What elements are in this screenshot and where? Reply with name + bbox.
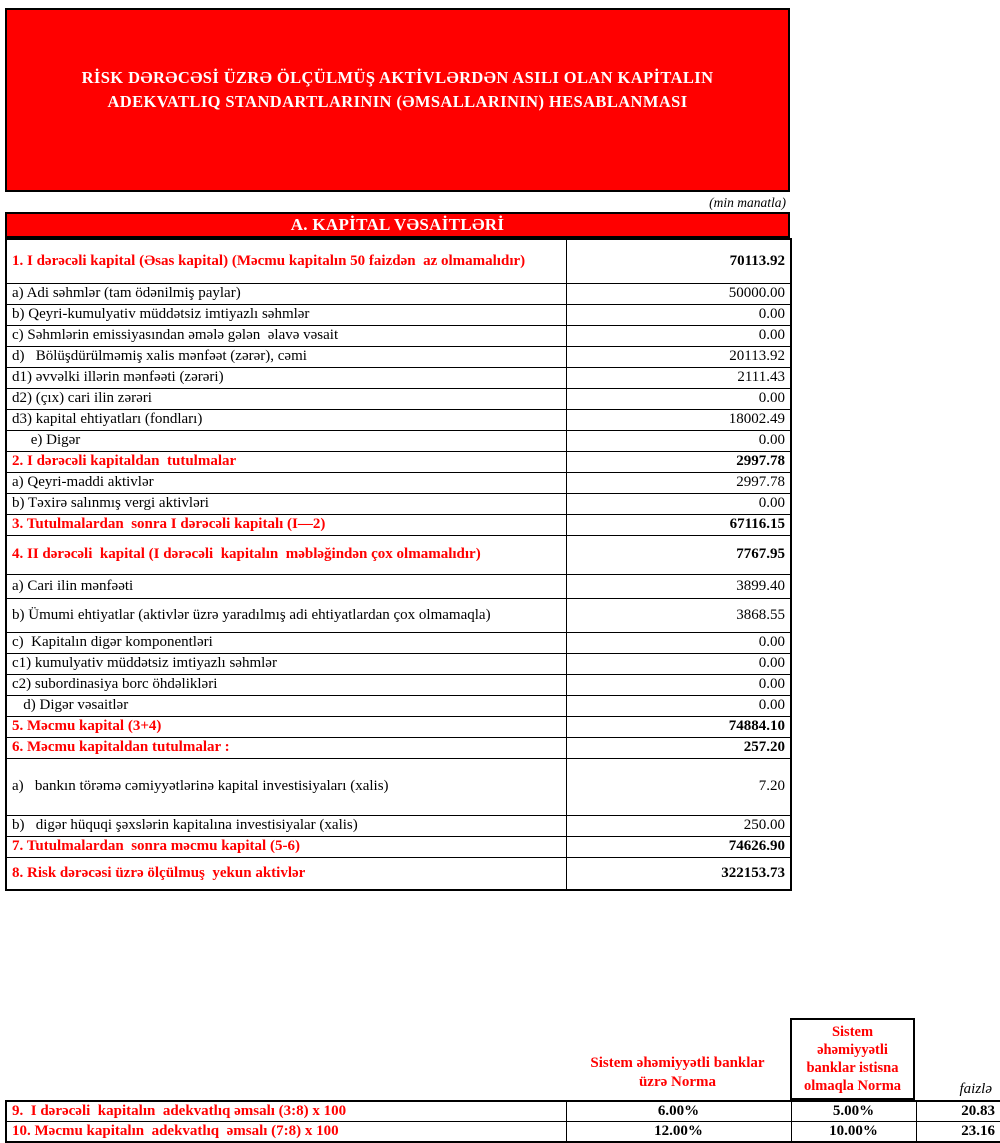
- row-value: 3868.55: [566, 598, 791, 632]
- capital-table-row: [6, 598, 791, 632]
- row-value: 322153.73: [566, 857, 791, 890]
- row-value: 0.00: [566, 695, 791, 716]
- row-label: b) Qeyri-kumulyativ müddətsiz imtiyazlı səhmlər: [6, 304, 566, 325]
- row-label: d1) əvvəlki illərin mənfəəti (zərəri): [6, 367, 566, 388]
- row-value: 250.00: [566, 815, 791, 836]
- capital-table-row: [6, 388, 791, 409]
- systemic-norm-value: 6.00%: [566, 1101, 791, 1122]
- row-value: 74626.90: [566, 836, 791, 857]
- section-header: A. KAPİTAL VƏSAİTLƏRİ: [5, 212, 790, 238]
- norms-header-row: [5, 1018, 1000, 1100]
- capital-table: [5, 238, 792, 891]
- capital-table-row: [6, 283, 791, 304]
- document-title-line1: RİSK DƏRƏCƏSİ ÜZRƏ ÖLÇÜLMÜŞ AKTİVLƏRDƏN ASILI OLAN KAPİTALIN: [81, 68, 714, 87]
- capital-table-row: [6, 695, 791, 716]
- capital-table-row: [6, 430, 791, 451]
- capital-table-row: [6, 346, 791, 367]
- row-label: a) Cari ilin mənfəəti: [6, 574, 566, 598]
- row-label: c) Kapitalın digər komponentləri: [6, 632, 566, 653]
- unit-note: (min manatla): [709, 195, 786, 210]
- row-label: c) Səhmlərin emissiyasından əmələ gələn əlavə vəsait: [6, 325, 566, 346]
- row-label: 6. Məcmu kapitaldan tutulmalar :: [6, 737, 566, 758]
- row-label: 8. Risk dərəcəsi üzrə ölçülmuş yekun aktivlər: [6, 857, 566, 890]
- row-value: 50000.00: [566, 283, 791, 304]
- row-value: 0.00: [566, 674, 791, 695]
- row-value: 257.20: [566, 737, 791, 758]
- capital-table-row: [6, 574, 791, 598]
- document-title-line2: ADEKVATLIQ STANDARTLARININ (ƏMSALLARININ) HESABLANMASI: [107, 92, 688, 111]
- capital-table-row: [6, 409, 791, 430]
- row-value: 70113.92: [566, 239, 791, 283]
- row-label: d) Digər vəsaitlər: [6, 695, 566, 716]
- row-label: b) digər hüquqi şəxslərin kapitalına investisiyalar (xalis): [6, 815, 566, 836]
- row-value: 67116.15: [566, 514, 791, 535]
- ratio-row-label: 10. Məcmu kapitalın adekvatlıq əmsalı (7:8) x 100: [6, 1122, 566, 1143]
- non-systemic-norm-value: 10.00%: [791, 1122, 916, 1143]
- row-label: c1) kumulyativ müddətsiz imtiyazlı səhmlər: [6, 653, 566, 674]
- row-value: 3899.40: [566, 574, 791, 598]
- row-value: 18002.49: [566, 409, 791, 430]
- row-value: 7767.95: [566, 535, 791, 574]
- ratio-percent-value: 20.83: [916, 1101, 1000, 1122]
- row-value: 0.00: [566, 653, 791, 674]
- adequacy-ratio-table: [5, 1100, 1000, 1143]
- capital-table-row: [6, 737, 791, 758]
- row-label: e) Digər: [6, 430, 566, 451]
- capital-table-row: [6, 514, 791, 535]
- adequacy-ratio-row: [6, 1101, 1000, 1122]
- non-systemic-norm-value: 5.00%: [791, 1101, 916, 1122]
- capital-table-row: [6, 674, 791, 695]
- row-value: 74884.10: [566, 716, 791, 737]
- row-value: 7.20: [566, 758, 791, 815]
- row-value: 2111.43: [566, 367, 791, 388]
- row-label: d3) kapital ehtiyatları (fondları): [6, 409, 566, 430]
- norms-header-spacer: [5, 1018, 565, 1100]
- row-label: d) Bölüşdürülməmiş xalis mənfəət (zərər), cəmi: [6, 346, 566, 367]
- capital-table-row: [6, 815, 791, 836]
- capital-table-row: [6, 493, 791, 514]
- capital-table-row: [6, 836, 791, 857]
- row-label: 5. Məcmu kapital (3+4): [6, 716, 566, 737]
- systemic-banks-norm-header: Sistem əhəmiyyətli banklar üzrə Norma: [590, 1055, 765, 1090]
- capital-table-row: [6, 653, 791, 674]
- row-value: 0.00: [566, 493, 791, 514]
- capital-table-row: [6, 716, 791, 737]
- row-value: 20113.92: [566, 346, 791, 367]
- adequacy-ratio-row: [6, 1122, 1000, 1143]
- row-value: 2997.78: [566, 451, 791, 472]
- capital-table-row: [6, 758, 791, 815]
- row-label: 4. II dərəcəli kapital (I dərəcəli kapitalın məbləğindən çox olmamalıdır): [6, 535, 566, 574]
- capital-table-row: [6, 857, 791, 890]
- capital-table-row: [6, 472, 791, 493]
- row-label: 3. Tutulmalardan sonra I dərəcəli kapitalı (I—2): [6, 514, 566, 535]
- row-label: a) Adi səhmlər (tam ödənilmiş paylar): [6, 283, 566, 304]
- row-label: 2. I dərəcəli kapitaldan tutulmalar: [6, 451, 566, 472]
- row-value: 0.00: [566, 632, 791, 653]
- row-label: 7. Tutulmalardan sonra məcmu kapital (5-6): [6, 836, 566, 857]
- capital-table-row: [6, 632, 791, 653]
- document-title: [82, 66, 714, 114]
- row-label: b) Ümumi ehtiyatlar (aktivlər üzrə yaradılmış adi ehtiyatlardan çox olmamaqla): [6, 598, 566, 632]
- row-label: d2) (çıx) cari ilin zərəri: [6, 388, 566, 409]
- capital-table-row: [6, 325, 791, 346]
- row-label: a) bankın törəmə cəmiyyətlərinə kapital investisiyaları (xalis): [6, 758, 566, 815]
- capital-table-row: [6, 451, 791, 472]
- row-label: 1. I dərəcəli kapital (Əsas kapital) (Məcmu kapitalın 50 faizdən az olmamalıdır): [6, 239, 566, 283]
- capital-table-row: [6, 304, 791, 325]
- non-systemic-banks-norm-header: Sistem əhəmiyyətli banklar istisna olmaqla Norma: [790, 1018, 915, 1100]
- capital-table-row: [6, 535, 791, 574]
- capital-table-row: [6, 367, 791, 388]
- row-value: 0.00: [566, 388, 791, 409]
- row-value: 0.00: [566, 304, 791, 325]
- ratio-percent-value: 23.16: [916, 1122, 1000, 1143]
- ratio-row-label: 9. I dərəcəli kapitalın adekvatlıq əmsalı (3:8) x 100: [6, 1101, 566, 1122]
- row-label: c2) subordinasiya borc öhdəlikləri: [6, 674, 566, 695]
- title-banner: [5, 8, 790, 192]
- row-label: a) Qeyri-maddi aktivlər: [6, 472, 566, 493]
- row-label: b) Təxirə salınmış vergi aktivləri: [6, 493, 566, 514]
- systemic-norm-value: 12.00%: [566, 1122, 791, 1143]
- percent-unit-label: faizlə: [959, 1081, 992, 1097]
- row-value: 2997.78: [566, 472, 791, 493]
- row-value: 0.00: [566, 325, 791, 346]
- capital-table-row: [6, 239, 791, 283]
- row-value: 0.00: [566, 430, 791, 451]
